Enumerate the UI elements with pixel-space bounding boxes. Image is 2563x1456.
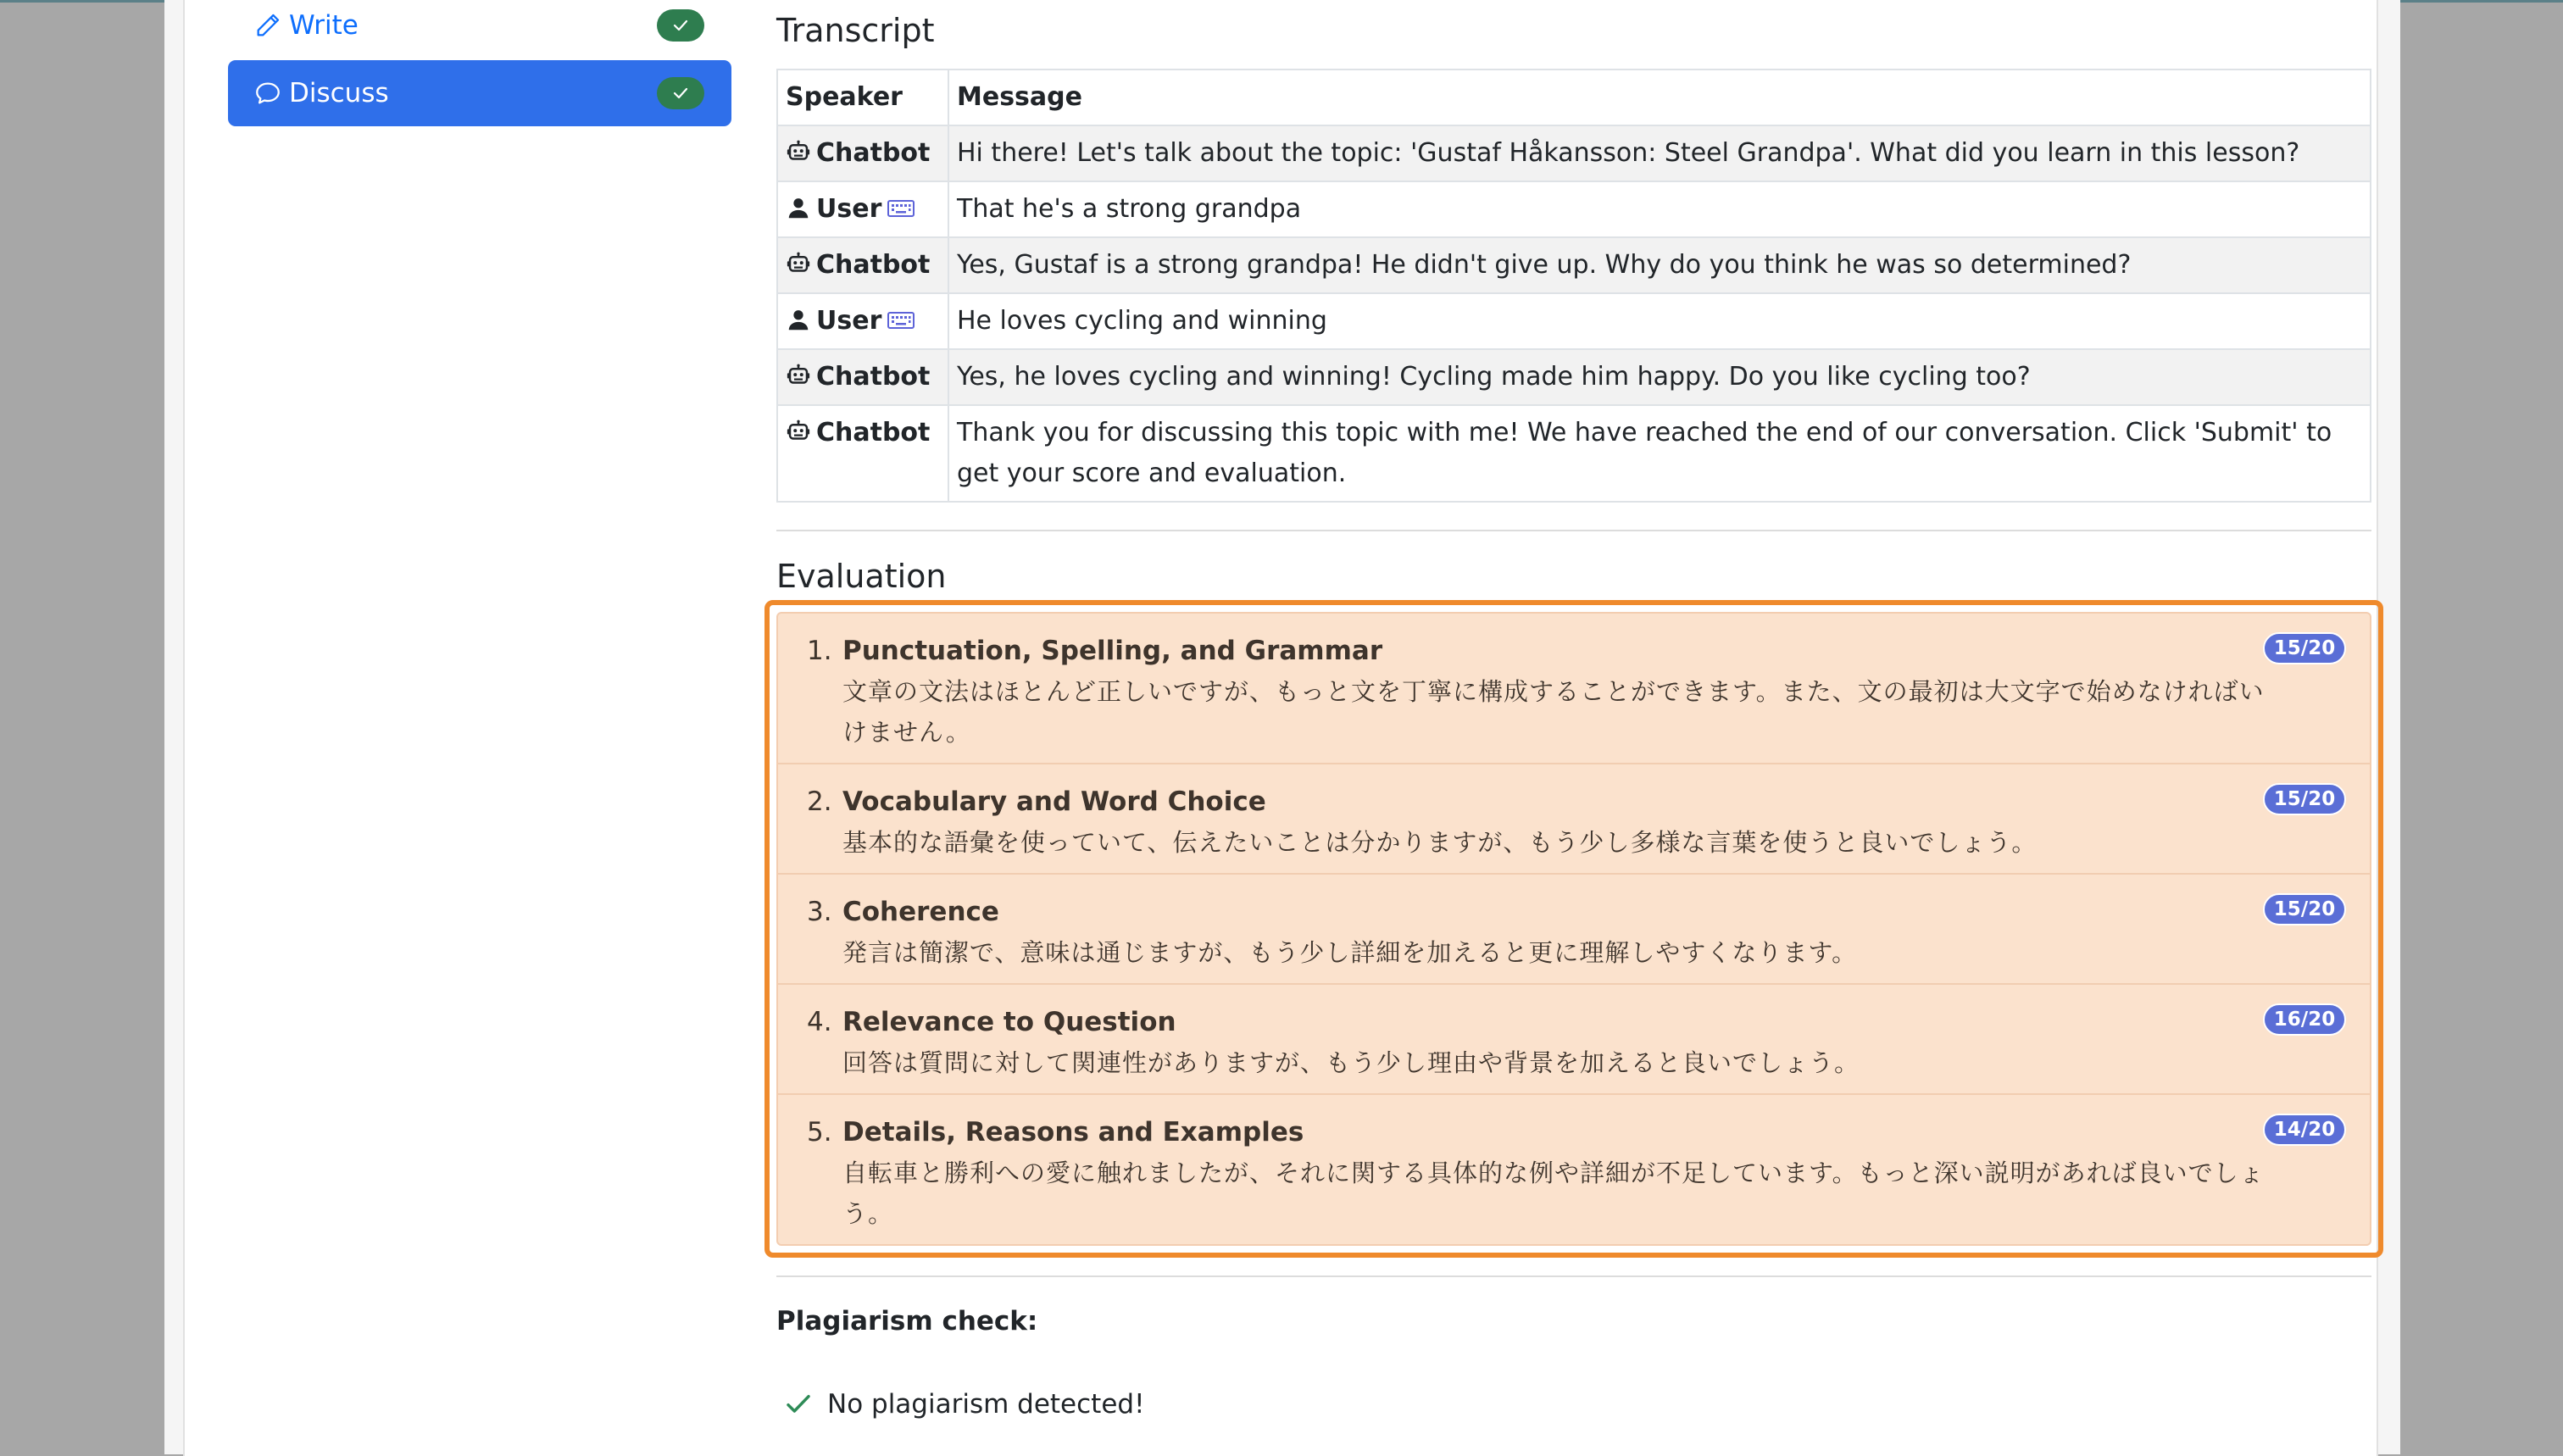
robot-icon [786, 417, 811, 442]
criterion-feedback: 自転車と勝利への愛に触れましたが、それに関する具体的な例や詳細が不足しています。もっと深い説明があれば良いでしょう。 [842, 1159, 2265, 1228]
sidebar-item-label: Write [289, 10, 359, 41]
speaker-name: Chatbot [816, 418, 931, 447]
table-header-row [777, 69, 2371, 125]
criterion-title: Details, Reasons and Examples [842, 1117, 1304, 1148]
speaker-cell [777, 237, 948, 293]
message-cell: He loves cycling and winning [948, 293, 2371, 349]
transcript-heading: Transcript [776, 12, 935, 49]
column-header-speaker: Speaker [777, 69, 948, 125]
robot-icon [786, 137, 811, 163]
score-badge: 15/20 [2263, 783, 2346, 815]
evaluation-item [778, 764, 2370, 875]
table-row [777, 181, 2371, 237]
criterion-feedback: 回答は質問に対して関連性がありますが、もう少し理由や背景を加えると良いでしょう。 [842, 1048, 1860, 1077]
score-badge: 14/20 [2263, 1114, 2346, 1146]
person-icon [786, 305, 811, 331]
column-header-message: Message [948, 69, 2371, 125]
evaluation-highlight-frame [764, 600, 2383, 1258]
score-badge: 15/20 [2263, 632, 2346, 664]
keyboard-icon [887, 303, 915, 325]
content-card [183, 0, 2378, 1456]
plagiarism-result [785, 1389, 1145, 1420]
speaker-cell [777, 125, 948, 181]
evaluation-list [776, 612, 2371, 1246]
table-row [777, 237, 2371, 293]
sidebar-item-write[interactable] [228, 0, 731, 58]
message-cell: That he's a strong grandpa [948, 181, 2371, 237]
message-cell: Hi there! Let's talk about the topic: 'Gustaf Håkansson: Steel Grandpa'. What did you learn in this lesson? [948, 125, 2371, 181]
message-cell: Thank you for discussing this topic with me! We have reached the end of our conversation. Click 'Submit' to get your score and evaluation. [948, 405, 2371, 502]
robot-icon [786, 249, 811, 275]
keyboard-icon [887, 192, 915, 214]
person-icon [786, 193, 811, 219]
speaker-name: Chatbot [816, 250, 931, 280]
evaluation-item [778, 614, 2370, 764]
score-badge: 15/20 [2263, 893, 2346, 925]
speaker-name: Chatbot [816, 138, 931, 168]
message-cell: Yes, Gustaf is a strong grandpa! He didn't give up. Why do you think he was so determined? [948, 237, 2371, 293]
plagiarism-check-label: Plagiarism check: [776, 1306, 1038, 1337]
table-row [777, 125, 2371, 181]
completed-badge [657, 77, 704, 109]
evaluation-item [778, 1095, 2370, 1246]
speaker-cell [777, 405, 948, 502]
table-row [777, 405, 2371, 502]
completed-badge [657, 9, 704, 42]
page-background [164, 0, 2400, 1454]
section-divider [776, 1275, 2371, 1277]
criterion-title: Punctuation, Spelling, and Grammar [842, 636, 1383, 666]
sidebar-item-discuss[interactable] [228, 60, 731, 126]
speaker-cell [777, 181, 948, 237]
item-number: 2. [807, 786, 832, 817]
criterion-feedback: 発言は簡潔で、意味は通じますが、もう少し詳細を加えると更に理解しやすくなります。 [842, 938, 1858, 967]
speaker-cell [777, 293, 948, 349]
item-number: 3. [807, 897, 832, 927]
sidebar-item-label: Discuss [289, 78, 389, 108]
criterion-title: Relevance to Question [842, 1007, 1176, 1037]
pencil-icon [253, 11, 282, 40]
evaluation-item [778, 875, 2370, 985]
table-row [777, 293, 2371, 349]
item-number: 4. [807, 1007, 832, 1037]
criterion-feedback: 基本的な語彙を使っていて、伝えたいことは分かりますが、もう少し多様な言葉を使うと良いでしょう。 [842, 828, 2038, 857]
speaker-name: Chatbot [816, 362, 931, 392]
criterion-feedback: 文章の文法はほとんど正しいですが、もっと文を丁寧に構成することができます。また、文の最初は大文字で始めなければいけません。 [842, 677, 2265, 747]
robot-icon [786, 361, 811, 386]
chat-bubble-icon [253, 79, 282, 108]
evaluation-heading: Evaluation [776, 558, 947, 595]
check-icon [673, 87, 688, 99]
speaker-cell [777, 349, 948, 405]
speaker-name: User [816, 194, 882, 224]
item-number: 5. [807, 1117, 832, 1148]
evaluation-item [778, 985, 2370, 1095]
checkmark-icon [785, 1391, 812, 1418]
message-cell: Yes, he loves cycling and winning! Cycling made him happy. Do you like cycling too? [948, 349, 2371, 405]
section-divider [776, 530, 2371, 531]
criterion-title: Vocabulary and Word Choice [842, 786, 1266, 817]
item-number: 1. [807, 636, 832, 666]
check-icon [673, 19, 688, 31]
transcript-table [776, 69, 2371, 503]
table-row [777, 349, 2371, 405]
speaker-name: User [816, 306, 882, 336]
score-badge: 16/20 [2263, 1003, 2346, 1036]
criterion-title: Coherence [842, 897, 999, 927]
plagiarism-result-text: No plagiarism detected! [827, 1389, 1145, 1420]
